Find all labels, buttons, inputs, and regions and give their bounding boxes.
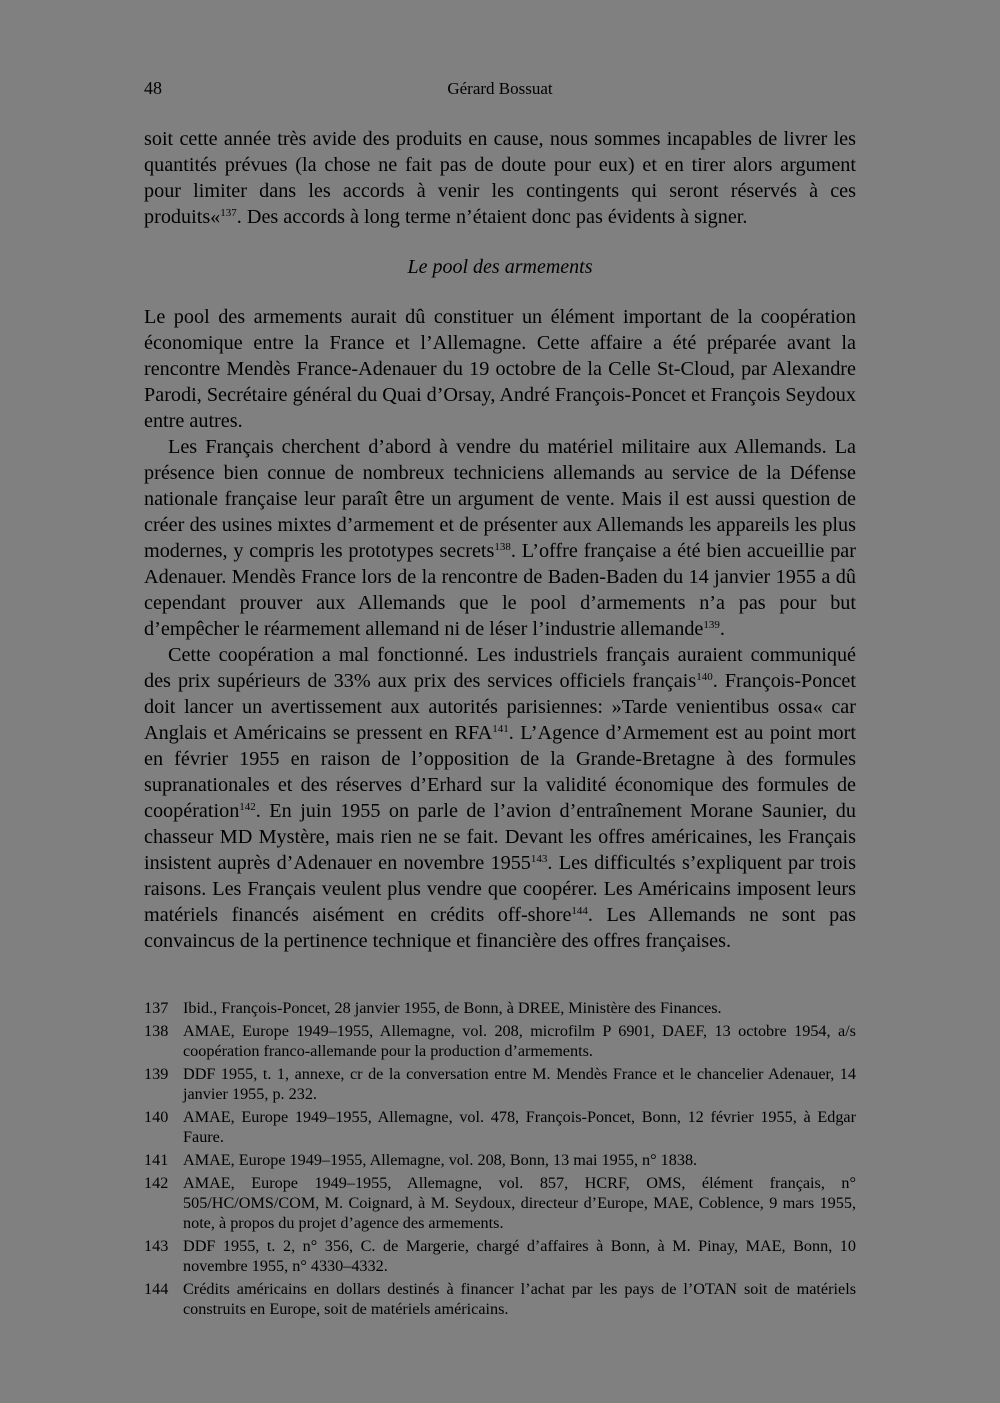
text-run: . En juin 1955 on parle de l’avion d’entraînement Morane Saunier, du chasseur MD Mystère, mais rien ne se fait. Devant les offres américaines, les Français insistent auprès d’Adenauer en novembre 1955 [144,800,856,874]
text-run: Cette coopération a mal fonctionné. Les industriels français auraient communiqué des prix supérieurs de 33% aux prix des services officiels français [144,644,856,692]
footnote [144,1173,856,1233]
paragraph [144,642,856,954]
footnote-number: 144 [144,1280,169,1298]
footnote-ref[interactable]: 141 [492,723,509,735]
footnote-number: 143 [144,1237,169,1255]
footnote-text: AMAE, Europe 1949–1955, Allemagne, vol. 208, microfilm P 6901, DAEF, 13 octobre 1954, a/s coopération franco-allemande pour la production d’armements. [183,1022,856,1060]
text-run: . L’Agence d’Armement est au point mort en février 1955 en raison de l’opposition de la Grande-Bretagne à des formules supranationales et des réserves d’Erhard sur la validité économique des formules de coopération [144,722,856,822]
footnote [144,998,856,1018]
body-text [144,126,856,954]
footnote [144,1064,856,1104]
running-head-author: Gérard Bossuat [447,79,553,98]
footnote-number: 142 [144,1174,169,1192]
footnote-number: 138 [144,1022,169,1040]
text-run: . Des accords à long terme n’étaient donc pas évidents à signer. [236,206,748,228]
footnote-text: AMAE, Europe 1949–1955, Allemagne, vol. 478, François-Poncet, Bonn, 12 février 1955, à Edgar Faure. [183,1108,856,1146]
footnote-number: 139 [144,1065,169,1083]
footnote [144,1107,856,1147]
section-heading: Le pool des armements [407,256,593,278]
footnote [144,1236,856,1276]
footnote-text: Crédits américains en dollars destinés à financer l’achat par les pays de l’OTAN soit de matériels construits en Europe, soit de matériels américains. [183,1280,856,1318]
footnote-number: 140 [144,1108,169,1126]
text-run: Les Français cherchent d’abord à vendre du matériel militaire aux Allemands. La présence bien connue de nombreux techniciens allemands au service de la Défense nationale française leur paraît être un argument de vente. Mais il est aussi question de créer des usines mixtes d’armement et de présenter aux Allemands les appareils les plus modernes, y compris les prototypes secrets [144,436,856,562]
footnote-ref[interactable]: 137 [220,207,237,219]
paragraph [144,304,856,434]
footnote [144,1150,856,1170]
text-run: . [719,618,725,640]
footnote-text: DDF 1955, t. 1, annexe, cr de la conversation entre M. Mendès France et le chancelier Adenauer, 14 janvier 1955, p. 232. [183,1065,856,1103]
footnote-ref[interactable]: 140 [696,671,713,683]
footnote-text: DDF 1955, t. 2, n° 356, C. de Margerie, chargé d’affaires à Bonn, à M. Pinay, MAE, Bonn, 10 novembre 1955, n° 4330–4332. [183,1237,856,1275]
footnote-ref[interactable]: 138 [494,541,511,553]
footnote-number: 137 [144,999,169,1017]
footnote-ref[interactable]: 143 [530,853,548,865]
text-run: . François-Poncet doit lancer un avertissement aux autorités parisiennes: »Tarde venientibus ossa« car Anglais et Américains se pressent en RFA [144,670,856,744]
text-run: . Les difficultés s’expliquent par trois raisons. Les Français veulent plus vendre que coopérer. Les Américains imposent leurs matériels financés aisément en crédits off-shore [144,852,856,926]
footnote-ref[interactable]: 144 [571,905,588,917]
footnote-text: AMAE, Europe 1949–1955, Allemagne, vol. 857, HCRF, OMS, élément français, n° 505/HC/OMS/COM, M. Coignard, à M. Seydoux, directeur d’Europe, MAE, Coblence, 9 mars 1955, note, à propos du projet d’agence des armements. [183,1174,856,1232]
page-number: 48 [144,78,162,98]
paragraph [144,434,856,642]
footnote-number: 141 [144,1151,169,1169]
footnote-text: AMAE, Europe 1949–1955, Allemagne, vol. 208, Bonn, 13 mai 1955, n° 1838. [183,1151,698,1169]
footnote [144,1279,856,1319]
footnote-ref[interactable]: 139 [703,619,720,631]
footnote-ref[interactable]: 142 [239,801,256,813]
footnote-text: Ibid., François-Poncet, 28 janvier 1955, de Bonn, à DREE, Ministère des Finances. [183,999,722,1017]
text-run: . Les Allemands ne sont pas convaincus de la pertinence technique et financière des offres françaises. [144,904,856,952]
text-run: soit cette année très avide des produits en cause, nous sommes incapables de livrer les quantités prévues (la chose ne fait pas de doute pour eux) et en tirer alors argument pour limiter dans les accords à venir les contingents qui seront réservés à ces produits« [144,128,856,228]
footnote [144,1021,856,1061]
paragraph-continuation [144,126,856,230]
running-head [144,78,856,102]
text-run: . L’offre française a été bien accueillie par Adenauer. Mendès France lors de la rencontre de Baden-Baden du 14 janvier 1955 a dû cependant prouver aux Allemands que le pool d’armements n’a pas pour but d’empêcher le réarmement allemand ni de léser l’industrie allemande [144,540,856,640]
footnotes [144,998,856,1322]
text-run: Le pool des armements aurait dû constituer un élément important de la coopération économique entre la France et l’Allemagne. Cette affaire a été préparée avant la rencontre Mendès France-Adenauer du 19 octobre de la Celle St-Cloud, par Alexandre Parodi, Secrétaire général du Quai d’Orsay, André François-Poncet et François Seydoux entre autres. [144,306,856,432]
